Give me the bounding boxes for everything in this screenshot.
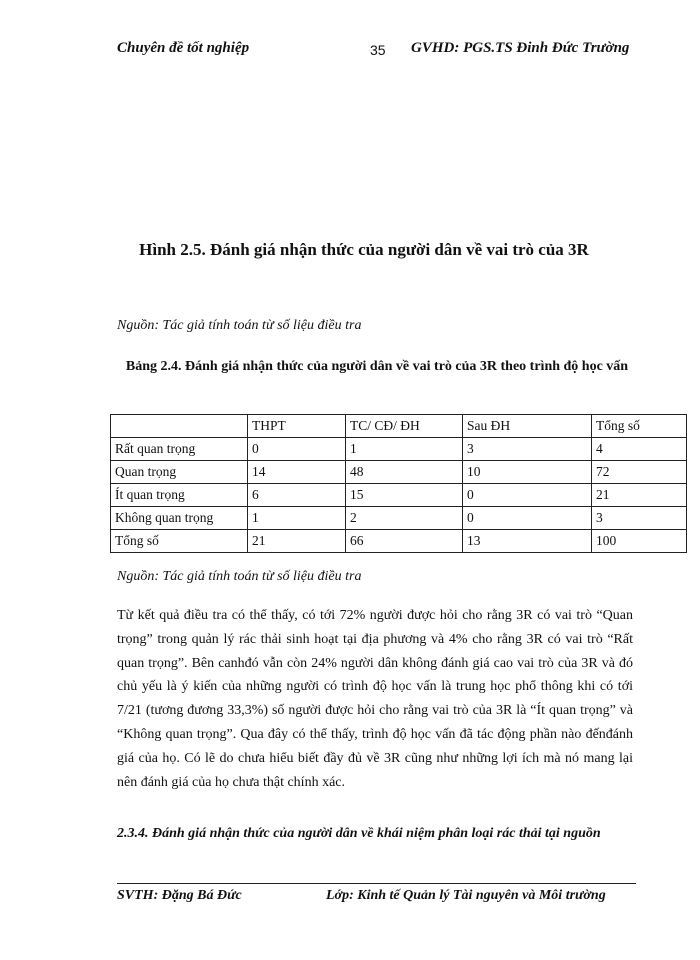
table-header-cell: THPT: [248, 415, 346, 438]
table-row: [111, 507, 687, 530]
figure-title: Hình 2.5. Đánh giá nhận thức của người dân về vai trò của 3R: [139, 240, 589, 259]
table-cell: 100: [592, 530, 687, 553]
table-cell: 4: [592, 438, 687, 461]
table-title: Bảng 2.4. Đánh giá nhận thức của người dân về vai trò của 3R theo trình độ học vấn: [125, 359, 629, 374]
section-heading: 2.3.4. Đánh giá nhận thức của người dân về khái niệm phân loại rác thải tại nguồn: [117, 826, 601, 841]
footer-student: SVTH: Đặng Bá Đức: [117, 888, 242, 903]
header-thesis-type: Chuyên đề tốt nghiệp: [117, 40, 250, 56]
table-cell: 13: [463, 530, 592, 553]
table-cell: 2: [346, 507, 463, 530]
table-cell: Quan trọng: [111, 461, 248, 484]
table-cell: 10: [463, 461, 592, 484]
table-cell: 15: [346, 484, 463, 507]
page-number: 35: [370, 42, 386, 58]
table-header-cell: Tổng số: [592, 415, 687, 438]
table-cell: 3: [592, 507, 687, 530]
table-cell: 48: [346, 461, 463, 484]
table-cell: 1: [248, 507, 346, 530]
table-row: [111, 438, 687, 461]
table-cell: Tổng số: [111, 530, 248, 553]
footer-class: Lớp: Kinh tế Quản lý Tài nguyên và Môi trường: [326, 888, 606, 903]
table-header-cell: TC/ CĐ/ ĐH: [346, 415, 463, 438]
table-cell: 72: [592, 461, 687, 484]
table-cell: 21: [248, 530, 346, 553]
table-cell: 6: [248, 484, 346, 507]
figure-source: Nguồn: Tác giả tính toán từ số liệu điều tra: [117, 318, 362, 333]
table-cell: 21: [592, 484, 687, 507]
table-row: [111, 484, 687, 507]
body-paragraph: Từ kết quả điều tra có thể thấy, có tới 72% người được hỏi cho rằng 3R có vai trò “Quan trọng” trong quản lý rác thải sinh hoạt tại địa phương và 4% cho rằng 3R có vai trò “Rất quan trọng”. Bên canhđó vẫn còn 24% người dân không đánh giá cao vai trò của 3R và đó chủ yếu là ý kiến của những người có trình độ học vấn là trung học phổ thông khi có tới 7/21 (tương đương 33,3%) số người được hỏi cho rằng vai trò của 3R là “Ít quan trọng” và “Không quan trọng”. Qua đây có thể thấy, trình độ học vấn đã tác động phần nào đếnđánh giá của họ. Có lẽ do chưa hiểu biết đầy đủ về 3R cũng như những lợi ích mà nó mang lại nên đánh giá của họ chưa thật chính xác.: [117, 608, 633, 790]
table-header-cell: Sau ĐH: [463, 415, 592, 438]
table-row: [111, 530, 687, 553]
table-cell: Không quan trọng: [111, 507, 248, 530]
table-row: [111, 461, 687, 484]
table-cell: 3: [463, 438, 592, 461]
table-cell: 1: [346, 438, 463, 461]
table-cell: Rất quan trọng: [111, 438, 248, 461]
education-table: [110, 414, 687, 553]
header-supervisor: GVHD: PGS.TS Đinh Đức Trường: [411, 40, 630, 56]
table-cell: 0: [248, 438, 346, 461]
footer-divider: [117, 883, 636, 884]
table-cell: 14: [248, 461, 346, 484]
table-header-row: [111, 415, 687, 438]
table-header-cell: [111, 415, 248, 438]
table-cell: 0: [463, 484, 592, 507]
table-cell: 0: [463, 507, 592, 530]
table-cell: Ít quan trọng: [111, 484, 248, 507]
table-source: Nguồn: Tác giả tính toán từ số liệu điều tra: [117, 569, 362, 584]
table-cell: 66: [346, 530, 463, 553]
